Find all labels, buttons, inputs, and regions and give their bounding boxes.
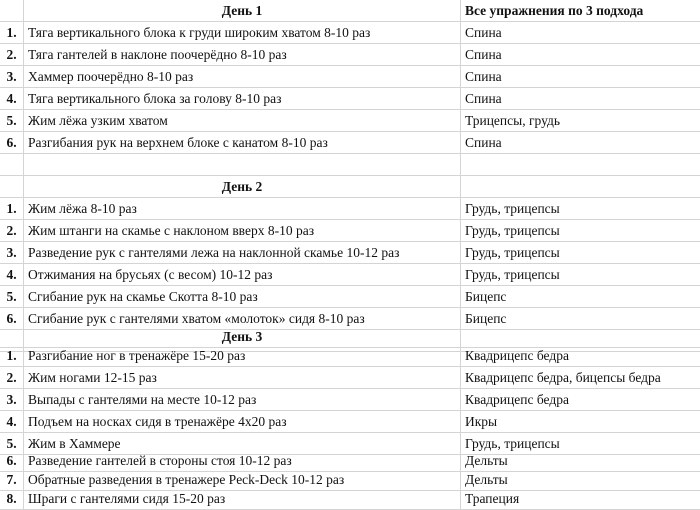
muscle-group: Спина — [461, 88, 700, 110]
exercise-name: Разведение рук с гантелями лежа на наклонной скамье 10-12 раз — [24, 242, 461, 264]
muscle-group: Бицепс — [461, 286, 700, 308]
exercise-name: Жим лёжа 8-10 раз — [24, 198, 461, 220]
exercise-name: Сгибание рук с гантелями хватом «молоток» сидя 8-10 раз — [24, 308, 461, 330]
muscle-group: Дельты — [461, 469, 700, 491]
day-2-header-row — [0, 176, 700, 198]
row-number: 2. — [0, 220, 24, 242]
muscle-group: Квадрицепс бедра — [461, 345, 700, 367]
table-row — [0, 389, 700, 411]
table-row — [0, 411, 700, 433]
muscle-group: Квадрицепс бедра — [461, 389, 700, 411]
exercise-name: Тяга гантелей в наклоне поочерёдно 8-10 раз — [24, 44, 461, 66]
row-number: 5. — [0, 286, 24, 308]
row-number: 1. — [0, 22, 24, 44]
row-number: 2. — [0, 44, 24, 66]
muscle-group: Грудь, трицепсы — [461, 198, 700, 220]
row-number: 2. — [0, 367, 24, 389]
muscle-group: Дельты — [461, 450, 700, 472]
exercise-name: Отжимания на брусьях (с весом) 10-12 раз — [24, 264, 461, 286]
row-number: 4. — [0, 264, 24, 286]
table-row — [0, 220, 700, 242]
muscle-group: Грудь, трицепсы — [461, 242, 700, 264]
exercise-name: Выпады с гантелями на месте 10-12 раз — [24, 389, 461, 411]
row-number: 7. — [0, 469, 24, 491]
muscle-group: Трапеция — [461, 488, 700, 510]
muscle-group: Квадрицепс бедра, бицепсы бедра — [461, 367, 700, 389]
table-row — [0, 110, 700, 132]
row-number: 4. — [0, 88, 24, 110]
sets-note-header: Все упражнения по 3 подхода — [461, 0, 700, 22]
exercise-name: Разведение гантелей в стороны стоя 10-12 раз — [24, 450, 461, 472]
muscle-group: Грудь, трицепсы — [461, 433, 700, 455]
muscle-group: Спина — [461, 44, 700, 66]
row-number: 6. — [0, 308, 24, 330]
exercise-name: Разгибания рук на верхнем блоке с канатом 8-10 раз — [24, 132, 461, 154]
exercise-name: Жим штанги на скамье с наклоном вверх 8-10 раз — [24, 220, 461, 242]
table-row — [0, 264, 700, 286]
row-number: 6. — [0, 132, 24, 154]
table-row — [0, 367, 700, 389]
row-number: 4. — [0, 411, 24, 433]
row-number: 5. — [0, 433, 24, 455]
table-row — [0, 88, 700, 110]
row-number: 3. — [0, 66, 24, 88]
muscle-group: Бицепс — [461, 308, 700, 330]
exercise-name: Шраги с гантелями сидя 15-20 раз — [24, 488, 461, 510]
row-number: 8. — [0, 488, 24, 510]
exercise-name: Подъем на носках сидя в тренажёре 4х20 раз — [24, 411, 461, 433]
muscle-group: Икры — [461, 411, 700, 433]
table-row — [0, 488, 700, 510]
exercise-name: Жим ногами 12-15 раз — [24, 367, 461, 389]
muscle-group: Грудь, трицепсы — [461, 220, 700, 242]
table-row — [0, 345, 700, 367]
exercise-name: Жим в Хаммере — [24, 433, 461, 455]
exercise-name: Тяга вертикального блока к груди широким хватом 8-10 раз — [24, 22, 461, 44]
muscle-group: Трицепсы, грудь — [461, 110, 700, 132]
day-3-title: День 3 — [24, 326, 461, 348]
exercise-name: Тяга вертикального блока за голову 8-10 раз — [24, 88, 461, 110]
day-1-header-row — [0, 0, 700, 22]
exercise-name: Разгибание ног в тренажёре 15-20 раз — [24, 345, 461, 367]
table-row — [0, 242, 700, 264]
table-row — [0, 44, 700, 66]
spacer-row — [0, 154, 700, 176]
exercise-name: Обратные разведения в тренажере Peck-Deck 10-12 раз — [24, 469, 461, 491]
exercise-name: Хаммер поочерёдно 8-10 раз — [24, 66, 461, 88]
muscle-group: Спина — [461, 22, 700, 44]
table-row — [0, 286, 700, 308]
exercise-name: Жим лёжа узким хватом — [24, 110, 461, 132]
row-number: 3. — [0, 389, 24, 411]
day-1-title: День 1 — [24, 0, 461, 22]
table-row — [0, 132, 700, 154]
exercise-name: Сгибание рук на скамье Скотта 8-10 раз — [24, 286, 461, 308]
table-row — [0, 66, 700, 88]
row-number: 6. — [0, 450, 24, 472]
table-row — [0, 198, 700, 220]
table-row — [0, 22, 700, 44]
row-number: 1. — [0, 345, 24, 367]
muscle-group: Грудь, трицепсы — [461, 264, 700, 286]
row-number: 5. — [0, 110, 24, 132]
row-number: 3. — [0, 242, 24, 264]
row-number: 1. — [0, 198, 24, 220]
muscle-group: Спина — [461, 132, 700, 154]
muscle-group: Спина — [461, 66, 700, 88]
day-2-title: День 2 — [24, 176, 461, 198]
